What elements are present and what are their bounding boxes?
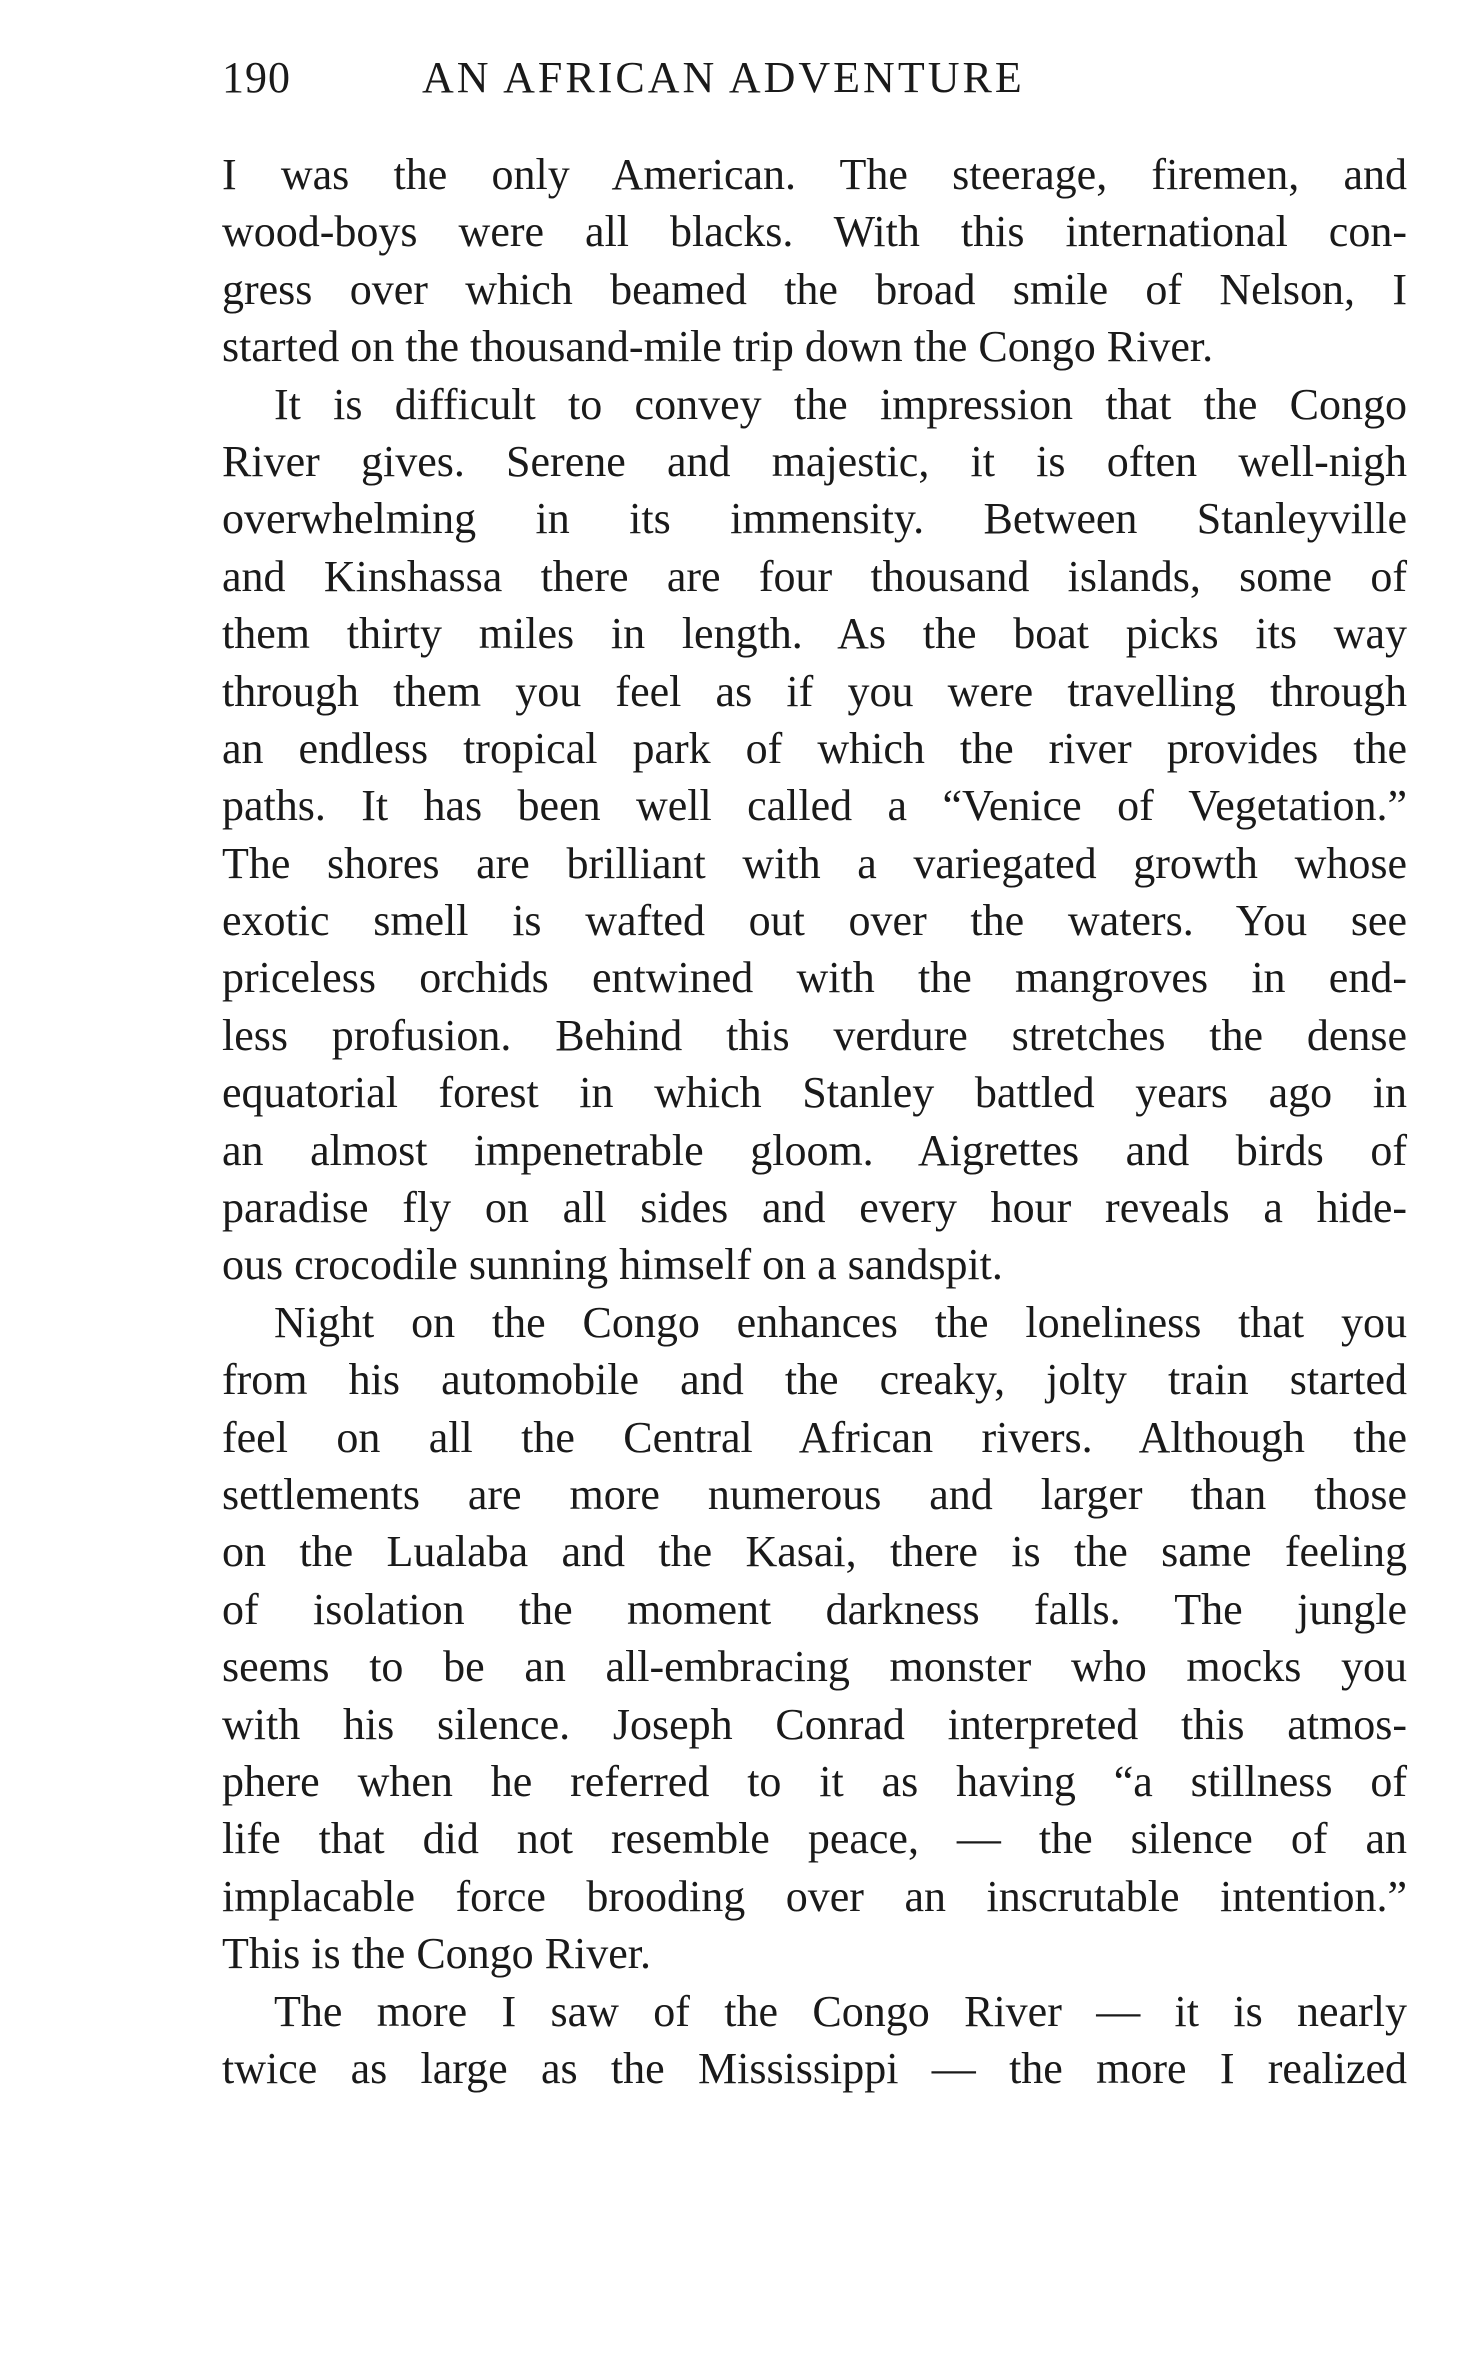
body-text [222, 146, 1407, 2097]
text-line: It is difficult to convey the impression that the Congo [274, 379, 1407, 429]
text-line: them thirty miles in length. As the boat picks its way [222, 609, 1407, 659]
running-title: AN AFRICAN ADVENTURE [422, 53, 1025, 102]
text-line: River gives. Serene and majestic, it is often well-nigh [222, 436, 1407, 486]
text-line: from his automobile and the creaky, jolty train started [222, 1355, 1407, 1405]
text-line: exotic smell is wafted out over the waters. You see [222, 896, 1407, 946]
text-line: The more I saw of the Congo River — it is nearly [274, 1986, 1407, 2036]
text-line: wood-boys were all blacks. With this international con- [222, 207, 1407, 257]
text-line: started on the thousand-mile trip down the Congo River. [222, 322, 1214, 372]
text-line: on the Lualaba and the Kasai, there is the same feeling [222, 1527, 1407, 1577]
text-line: This is the Congo River. [222, 1929, 651, 1979]
text-line: ous crocodile sunning himself on a sandspit. [222, 1240, 1003, 1290]
text-line: overwhelming in its immensity. Between Stanleyville [222, 494, 1407, 544]
text-line: less profusion. Behind this verdure stretches the dense [222, 1010, 1407, 1060]
text-line: twice as large as the Mississippi — the more I realized [222, 2043, 1407, 2093]
text-line: life that did not resemble peace, — the silence of an [222, 1814, 1407, 1864]
page-number: 190 [222, 53, 291, 102]
text-line: an almost impenetrable gloom. Aigrettes and birds of [222, 1125, 1407, 1175]
text-line: feel on all the Central African rivers. Although the [222, 1412, 1407, 1462]
text-line: settlements are more numerous and larger than those [222, 1469, 1407, 1519]
text-line: and Kinshassa there are four thousand islands, some of [222, 551, 1407, 601]
running-head [222, 52, 1407, 112]
text-line: equatorial forest in which Stanley battled years ago in [222, 1068, 1407, 1118]
text-line: through them you feel as if you were travelling through [222, 666, 1407, 716]
text-line: phere when he referred to it as having “a stillness of [222, 1756, 1407, 1806]
text-line: an endless tropical park of which the river provides the [222, 723, 1407, 773]
text-line: seems to be an all-embracing monster who mocks you [222, 1642, 1407, 1692]
text-line: The shores are brilliant with a variegated growth whose [222, 838, 1407, 888]
text-line: paradise fly on all sides and every hour reveals a hide- [222, 1183, 1407, 1233]
text-line: I was the only American. The steerage, firemen, and [222, 150, 1407, 199]
text-line: with his silence. Joseph Conrad interpreted this atmos- [222, 1699, 1407, 1749]
text-line: priceless orchids entwined with the mangroves in end- [222, 953, 1407, 1003]
text-line: Night on the Congo enhances the loneliness that you [274, 1297, 1407, 1347]
text-line: paths. It has been well called a “Venice of Vegetation.” [222, 781, 1407, 831]
text-line: of isolation the moment darkness falls. The jungle [222, 1584, 1407, 1634]
text-line: gress over which beamed the broad smile of Nelson, I [222, 264, 1407, 314]
text-line: implacable force brooding over an inscrutable intention.” [222, 1871, 1407, 1921]
